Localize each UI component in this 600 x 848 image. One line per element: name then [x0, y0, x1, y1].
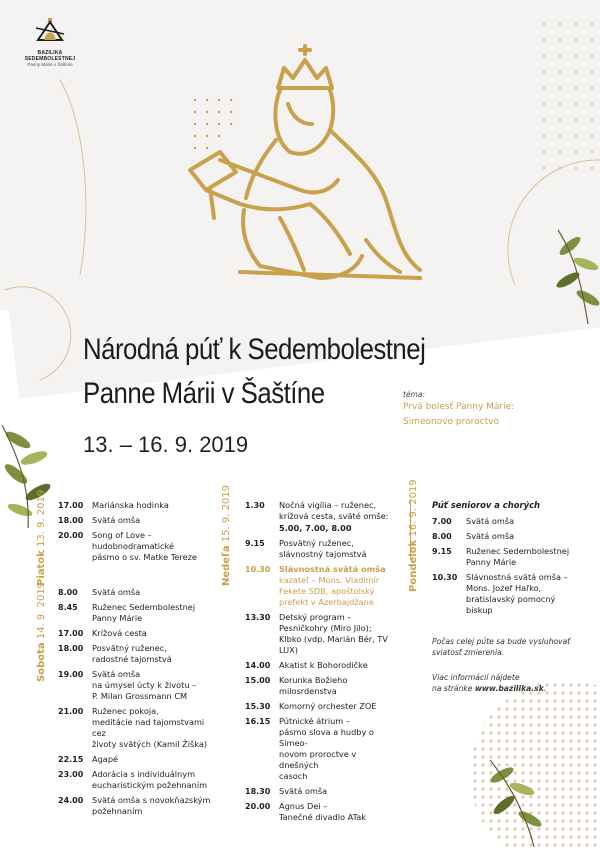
list-item: [245, 564, 395, 575]
event-time: 10.30: [432, 573, 458, 582]
event-text: Agapé: [92, 754, 119, 764]
list-item: [245, 523, 395, 534]
event-text: Slávnostná svätá omša: [279, 564, 386, 574]
event-text: Ruženec Sedembolestnej Panny Márie: [92, 602, 196, 623]
list-item: [245, 575, 395, 608]
event-text: Detský program – Pesničkohry (Miro Jilo); Klbko (vdp. Marián Bér, TV LUX): [279, 612, 388, 655]
list-item: [245, 612, 395, 656]
list-item: [58, 754, 218, 765]
event-text: Slávnostná svätá omša – Mons. Jozef Haľko, bratislavský pomocný biskup: [466, 572, 568, 615]
day-label-sunday: [221, 485, 232, 586]
more-info-note: [432, 672, 582, 694]
theme-line-2: Simeonovo proroctvo: [403, 417, 499, 427]
monday-heading: Púť seniorov a chorých: [432, 500, 540, 510]
event-text: Song of Love – hudobnodramatické pásmo o sv. Matke Tereze: [92, 530, 197, 562]
event-time: 15.30: [245, 702, 271, 711]
event-text: Komorný orchester ZOE: [279, 701, 377, 711]
event-text: Ruženec Sedembolestnej Panny Márie: [466, 546, 570, 567]
event-time: 9.15: [432, 547, 452, 556]
event-text: Korunka Božieho milosrdenstva: [279, 675, 348, 696]
event-text: Akatist k Bohorodičke: [279, 660, 368, 670]
event-time: 18.00: [58, 644, 84, 653]
event-text: Svätá omša na úmysel úcty k životu – P. Milan Grossmann CM: [92, 669, 197, 701]
column-divider: [410, 500, 411, 560]
list-item: [58, 706, 218, 750]
event-time: 13.30: [245, 613, 271, 622]
website-link[interactable]: www.bazilika.sk: [474, 684, 544, 693]
monday-date: 16. 9. 2019: [408, 479, 419, 537]
event-time: 23.00: [58, 770, 84, 779]
event-time: 17.00: [58, 501, 84, 510]
event-time: 8.45: [58, 603, 78, 612]
more-info-suffix: .: [543, 684, 547, 693]
list-item: [245, 801, 395, 823]
event-text: 5.00, 7.00, 8.00: [279, 523, 352, 533]
schedule-friday-saturday: [58, 500, 218, 821]
saturday-date: 14. 9. 2019: [36, 581, 47, 640]
list-item: [245, 675, 395, 697]
event-time: 10.30: [245, 565, 271, 574]
list-item: [245, 660, 395, 671]
event-time: [245, 575, 279, 608]
day-label-saturday: [36, 582, 47, 682]
event-time: 15.00: [245, 676, 271, 685]
event-time: 20.00: [58, 531, 84, 540]
event-text: Adorácia s individuálnym eucharistickým požehnaním: [92, 769, 208, 790]
event-dates: 13. – 16. 9. 2019: [83, 432, 249, 457]
list-item: [58, 500, 218, 511]
title-line-1: Národná púť k Sedembolestnej: [83, 333, 426, 366]
event-time: [245, 523, 279, 534]
event-time: 19.00: [58, 670, 84, 679]
schedule-sunday: [245, 500, 395, 827]
list-item: [58, 515, 218, 526]
more-info-line-2: [432, 683, 582, 694]
event-text: Posvätný ruženec, radostné tajomstvá: [92, 643, 172, 664]
event-text: Svätá omša: [92, 587, 141, 597]
event-text: Mariánska hodinka: [92, 500, 169, 510]
list-item: [58, 602, 218, 624]
list-item: [58, 795, 218, 817]
sunday-day: Nedeľa: [221, 545, 232, 586]
confession-note: Počas celej púte sa bude vysluhovať sviatosť zmierenia.: [432, 637, 571, 657]
event-time: 22.15: [58, 755, 84, 764]
list-item: [245, 701, 395, 712]
event-time: 24.00: [58, 796, 84, 805]
list-item: [58, 587, 218, 598]
theme-block: [403, 390, 583, 429]
list-item: [245, 500, 395, 522]
event-text: Svätá omša: [466, 516, 515, 526]
title-line-2: Panne Márii v Šaštíne: [83, 377, 325, 410]
event-time: 8.00: [58, 588, 78, 597]
event-time: 16.15: [245, 717, 271, 726]
day-label-friday: [36, 490, 47, 586]
event-text: Svätá omša: [92, 515, 141, 525]
basilica-logo-icon: [32, 14, 68, 44]
list-item: [432, 516, 582, 527]
pieta-statue-illustration: [180, 40, 440, 300]
list-item: [432, 531, 582, 542]
list-item: [58, 628, 218, 639]
friday-day: Piatok: [36, 550, 47, 586]
logo-subtitle: Panny Márie v Šaštíne: [27, 62, 73, 67]
event-time: 7.00: [432, 517, 452, 526]
event-text: Svätá omša: [466, 531, 515, 541]
event-text: Agnus Dei – Tanečné divadlo ATak: [279, 801, 367, 822]
list-item: [432, 572, 582, 616]
olive-branch-decoration-right: [548, 228, 600, 328]
list-item: [245, 786, 395, 797]
event-text: Pútnické átrium – pásmo slova a hudby o Simeo- novom proroctve v dnešných casoch: [279, 716, 374, 781]
basilica-logo: [20, 14, 80, 67]
event-time: 14.00: [245, 661, 271, 670]
event-text: Nočná vigília – ruženec, krížová cesta, sväté omše:: [279, 500, 389, 521]
list-item: [58, 769, 218, 791]
event-time: 21.00: [58, 707, 84, 716]
theme-label: téma:: [403, 390, 425, 399]
olive-branch-decoration-bottom: [480, 755, 560, 848]
event-text: Svätá omša s novokňazským požehnaním: [92, 795, 211, 816]
more-info-line-1: Viac informácií nájdete: [432, 673, 520, 682]
sunday-date: 15. 9. 2019: [221, 484, 232, 543]
event-text: Krížová cesta: [92, 628, 147, 638]
event-time: 20.00: [245, 802, 271, 811]
list-item: [58, 530, 218, 563]
logo-title: BAZILIKA SEDEMBOLESTNEJ: [24, 50, 76, 62]
list-item: [432, 546, 582, 568]
list-item: [245, 716, 395, 782]
event-time: 9.15: [245, 539, 265, 548]
schedule-monday: [432, 500, 582, 694]
saturday-day: Sobota: [36, 642, 47, 682]
list-item: [58, 643, 218, 665]
event-time: 18.30: [245, 787, 271, 796]
event-time: 8.00: [432, 532, 452, 541]
event-time: 1.30: [245, 501, 265, 510]
more-info-prefix: na stránke: [432, 684, 475, 693]
monday-day: Pondelok: [408, 539, 419, 592]
event-time: 18.00: [58, 516, 84, 525]
event-text: Posvätný ruženec, slávnostný tajomstvá: [279, 538, 367, 559]
list-item: [58, 669, 218, 702]
event-text: Ruženec pokoja, meditácie nad tajomstvami cez životy svätých (Kamil Žiška): [92, 706, 208, 749]
event-text: Svätá omša: [279, 786, 328, 796]
theme-line-1: Prvá bolesť Panny Márie:: [403, 402, 515, 412]
event-text: kazateľ – Mons. Vladimír Fekete SDB, apoštolský prefekt v Azerbajdžane: [279, 575, 380, 607]
list-item: [245, 538, 395, 560]
event-time: 17.00: [58, 629, 84, 638]
friday-date: 13. 9. 2019: [36, 489, 47, 547]
